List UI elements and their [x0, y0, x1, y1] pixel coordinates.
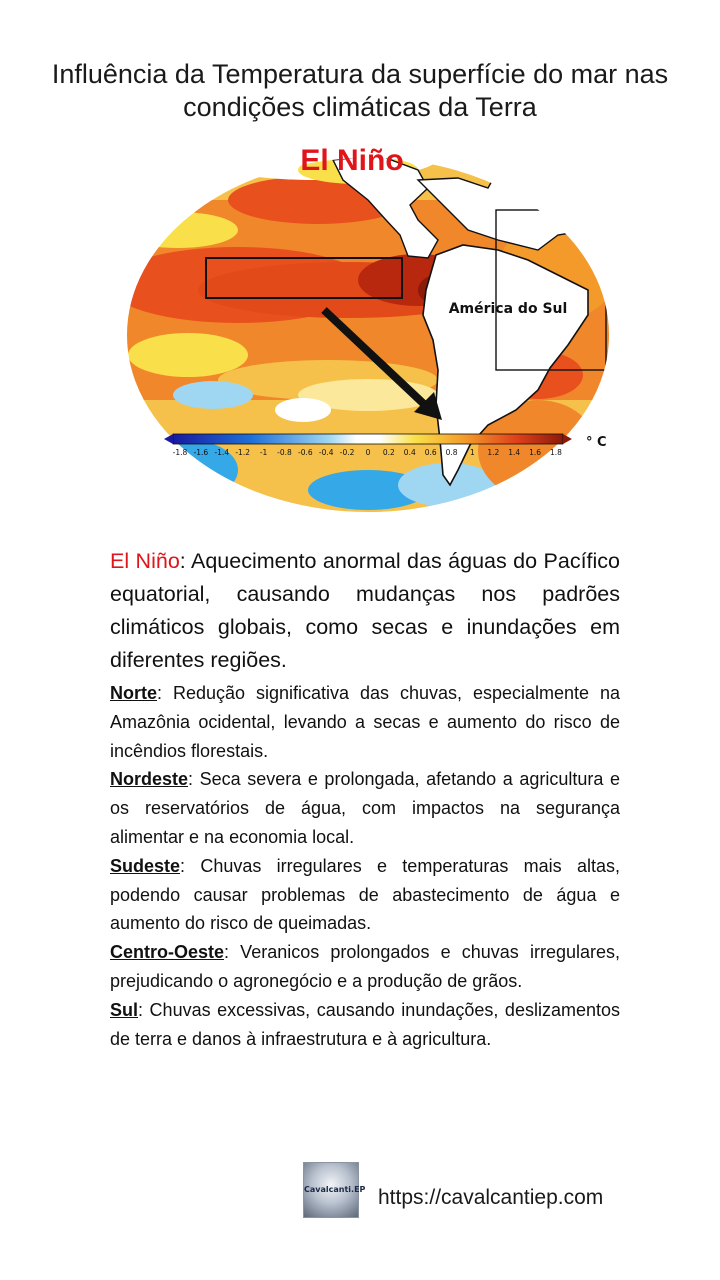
scale-tick-label: -1.8	[172, 448, 188, 457]
sst-anomaly-map-svg	[118, 140, 618, 520]
text-content	[110, 545, 620, 1053]
region-sudeste	[110, 852, 620, 938]
sst-field	[118, 140, 618, 520]
scale-tick-label: 1.6	[529, 448, 542, 457]
scale-tick-label: -1.2	[235, 448, 250, 457]
region-name: Norte	[110, 683, 158, 703]
el-nino-sst-map	[118, 140, 618, 520]
region-centro-oeste	[110, 938, 620, 996]
scale-tick-label: -0.6	[298, 448, 313, 457]
map-heading: El Niño	[300, 144, 404, 177]
region-text: : Veranicos prolongados e chuvas irregulares, prejudicando o agronegócio e a produção de grãos.	[110, 942, 620, 991]
region-name: Sudeste	[110, 855, 181, 876]
site-logo[interactable]	[303, 1162, 366, 1218]
south-america-label: América do Sul	[448, 301, 568, 317]
scale-tick-label: -0.4	[318, 448, 334, 457]
region-nordeste	[110, 765, 620, 851]
scale-tick-label: -0.2	[339, 448, 355, 457]
region-text: : Chuvas irregulares e temperaturas mais altas, podendo causar problemas de abastecimento de água e aumento do risco de queimadas.	[110, 855, 620, 934]
scale-unit: ° C	[586, 435, 607, 450]
site-url-link[interactable]: https://cavalcantiep.com	[378, 1186, 604, 1209]
el-nino-term: El Niño	[110, 549, 180, 573]
region-sul	[110, 996, 620, 1054]
scale-tick-label: 1.4	[508, 448, 521, 457]
region-text: : Seca severa e prolongada, afetando a agricultura e os reservatórios de água, com impactos na segurança alimentar e na economia local.	[110, 769, 620, 847]
scale-tick-label: -1	[259, 448, 268, 457]
scale-tick-label: -0.8	[277, 448, 292, 457]
page-title: Influência da Temperatura da superfície do mar nas condições climáticas da Terra	[51, 59, 669, 122]
scale-tick-label: 1.8	[550, 448, 562, 457]
scale-tick-label: 1.2	[487, 448, 500, 457]
region-name: Centro-Oeste	[110, 942, 225, 963]
scale-tick-label: 0.4	[403, 448, 416, 457]
scale-tick-label: -1.4	[214, 448, 230, 457]
intro-text: : Aquecimento anormal das águas do Pacífico equatorial, causando mudanças nos padrões climáticos globais, como secas e inundações em diferentes regiões.	[110, 549, 620, 672]
region-name: Nordeste	[110, 769, 189, 790]
region-text: : Redução significativa das chuvas, especialmente na Amazônia ocidental, levando a secas e aumento do risco de incêndios florestais.	[110, 683, 620, 761]
region-text: : Chuvas excessivas, causando inundações, deslizamentos de terra e danos à infraestrutura e à agricultura.	[110, 999, 620, 1049]
scale-tick-label: 0.8	[445, 448, 458, 457]
scale-tick-label: 0	[365, 448, 371, 457]
region-norte	[110, 679, 620, 765]
region-name: Sul	[110, 999, 139, 1020]
scale-tick-label: -1.6	[193, 448, 209, 457]
scale-tick-label: 1	[470, 448, 475, 457]
scale-tick-label: 0.2	[382, 448, 395, 457]
intro-paragraph	[110, 545, 620, 677]
logo-text: Cavalcanti.EP	[304, 1185, 366, 1194]
scale-tick-label: 0.6	[424, 448, 437, 457]
